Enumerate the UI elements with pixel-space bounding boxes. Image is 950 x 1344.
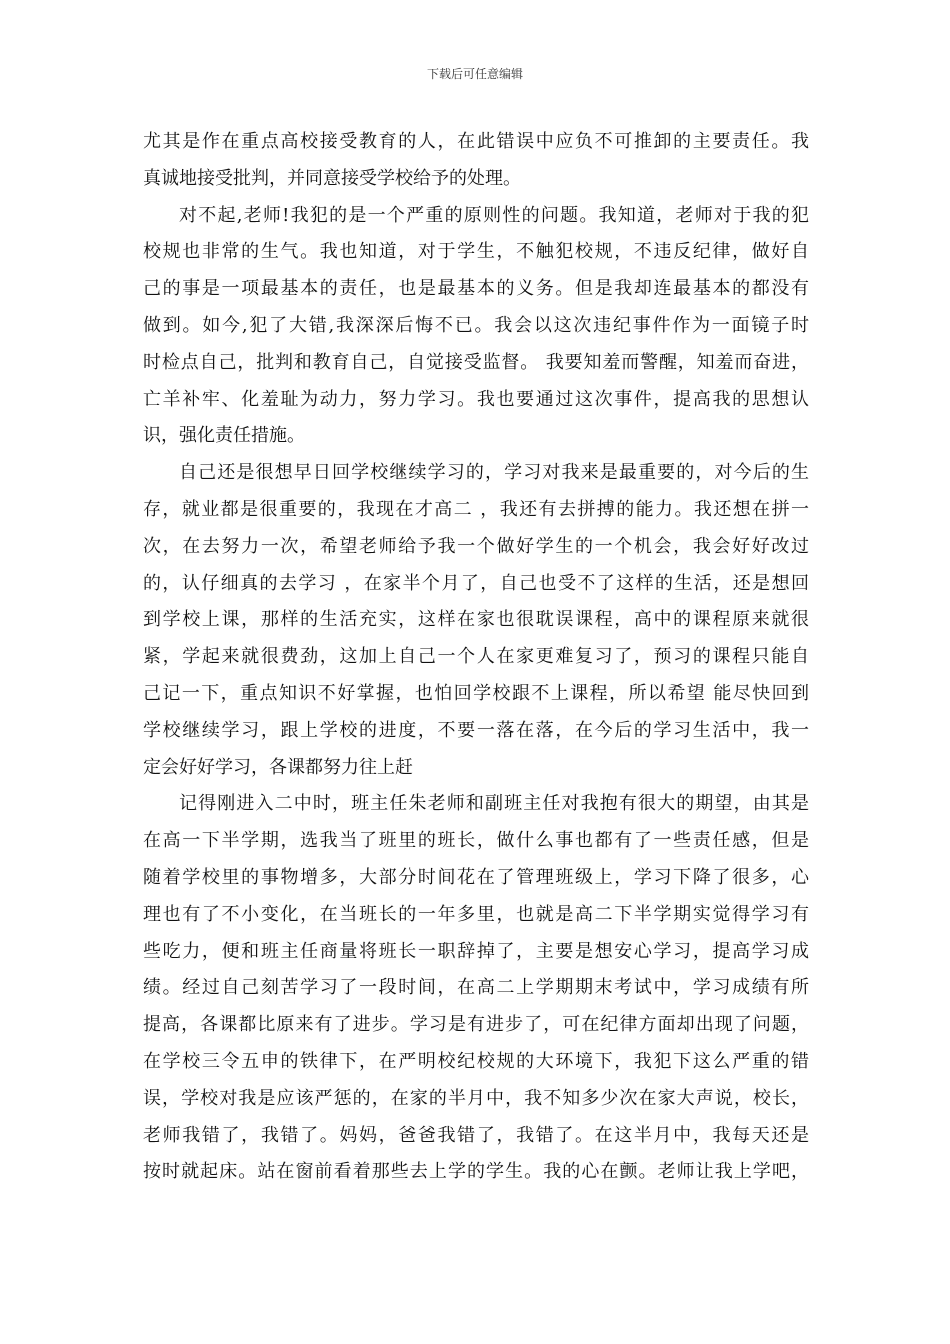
text-line: 时检点自己，批判和教育自己，自觉接受监督。 我要知羞而警醒，知羞而奋进， [143,351,809,373]
text-line: 误，学校对我是应该严惩的，在家的半月中，我不知多少次在家大声说，校长， [143,1087,809,1109]
text-line: 次，在去努力一次，希望老师给予我一个做好学生的一个机会，我会好好改过 [143,535,809,557]
text-line: 己的事是一项最基本的责任，也是最基本的义务。但是我却连最基本的都没有 [143,278,809,300]
text-line: 提高，各课都比原来有了进步。学习是有进步了，可在纪律方面却出现了问题， [143,1014,809,1036]
document-body [143,124,809,1191]
text-line: 理也有了不小变化，在当班长的一年多里，也就是高二下半学期实觉得学习有 [143,903,809,925]
text-line: 校规也非常的生气。我也知道，对于学生，不触犯校规，不违反纪律，做好自 [143,241,809,263]
text-line: 些吃力，便和班主任商量将班长一职辞掉了，主要是想安心学习，提高学习成 [143,940,809,962]
text-line: 自己还是很想早日回学校继续学习的，学习对我来是最重要的，对今后的生 [179,462,809,484]
text-line: 对不起,老师!我犯的是一个严重的原则性的问题。我知道，老师对于我的犯 [179,204,809,226]
text-line: 亡羊补牢、化羞耻为动力，努力学习。我也要通过这次事件，提高我的思想认 [143,388,809,410]
text-line: 老师我错了，我错了。妈妈，爸爸我错了，我错了。在这半月中，我每天还是 [143,1124,809,1146]
text-line: 的，认仔细真的去学习 ，在家半个月了，自己也受不了这样的生活，还是想回 [143,572,809,594]
text-line: 记得刚进入二中时，班主任朱老师和副班主任对我抱有很大的期望，由其是 [179,793,809,815]
text-line: 紧，学起来就很费劲，这加上自己一个人在家更难复习了，预习的课程只能自 [143,646,809,668]
text-line: 绩。经过自己刻苦学习了一段时间，在高二上学期期末考试中，学习成绩有所 [143,977,809,999]
text-line: 随着学校里的事物增多，大部分时间花在了管理班级上，学习下降了很多，心 [143,866,809,888]
text-line: 识，强化责任措施。 [143,425,305,447]
page-header: 下载后可任意编辑 [426,67,523,81]
text-line: 按时就起床。站在窗前看着那些去上学的学生。我的心在颤。老师让我上学吧， [143,1161,809,1183]
text-line: 在高一下半学期，选我当了班里的班长，做什么事也都有了一些责任感，但是 [143,830,809,852]
text-line: 存，就业都是很重要的，我现在才高二 ，我还有去拼搏的能力。我还想在拼一 [143,498,809,520]
text-line: 定会好好学习，各课都努力往上赶 [143,756,413,778]
text-line: 到学校上课，那样的生活充实，这样在家也很耽误课程，高中的课程原来就很 [143,609,809,631]
text-line: 学校继续学习，跟上学校的进度，不要一落在落，在今后的学习生活中，我一 [143,719,809,741]
text-line: 己记一下，重点知识不好掌握，也怕回学校跟不上课程，所以希望 能尽快回到 [143,682,809,704]
text-line: 在学校三令五申的铁律下，在严明校纪校规的大环境下，我犯下这么严重的错 [143,1050,809,1072]
text-line: 真诚地接受批判，并同意接受学校给予的处理。 [143,167,521,189]
text-line: 做到。如今,犯了大错,我深深后悔不已。我会以这次违纪事件作为一面镜子时 [143,314,809,336]
text-line: 尤其是作在重点高校接受教育的人，在此错误中应负不可推卸的主要责任。我 [143,131,809,152]
